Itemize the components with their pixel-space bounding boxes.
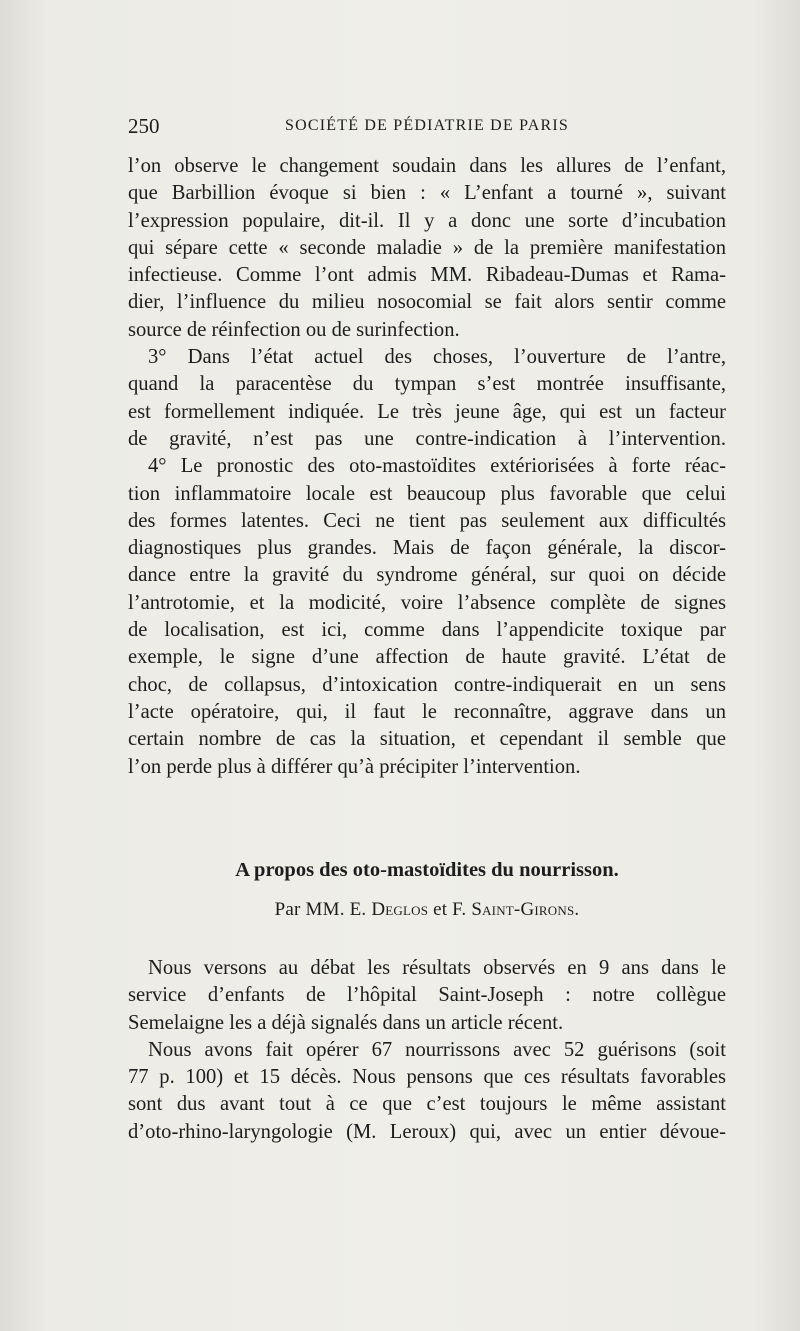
text-line: tion inflammatoire locale est beaucoup plus favorable que celui: [128, 482, 726, 505]
text-line: dance entre la gravité du syndrome général, sur quoi on décide: [128, 564, 726, 587]
text-line: dier, l’influence du milieu nosocomial se fait alors sentir comme: [128, 291, 726, 314]
text-line: source de réinfection ou de surinfection.: [128, 318, 460, 341]
text-line: diagnostiques plus grandes. Mais de façon générale, la discor-: [128, 537, 726, 560]
text-line: des formes latentes. Ceci ne tient pas seulement aux difficultés: [128, 509, 726, 532]
section-title: A propos des oto-mastoïdites du nourrisson.: [235, 859, 619, 881]
text-block-continuation: [128, 153, 726, 781]
page-number: 250: [128, 114, 160, 138]
text-line: l’on observe le changement soudain dans les allures de l’enfant,: [128, 155, 726, 177]
text-line: est formellement indiquée. Le très jeune âge, qui est un facteur: [128, 400, 726, 423]
text-line: infectieuse. Comme l’ont admis MM. Ribadeau-Dumas et Rama-: [128, 264, 726, 287]
paragraph: [128, 1037, 726, 1146]
text-line: quand la paracentèse du tympan s’est montrée insuffisante,: [128, 373, 726, 396]
text-line: Nous versons au débat les résultats observés en 9 ans dans le: [148, 957, 726, 979]
authors-connector: et F.: [428, 899, 472, 920]
paragraph-continuation: [128, 153, 726, 344]
text-line: exemple, le signe d’une affection de haute gravité. L’état de: [128, 646, 726, 669]
text-line: de localisation, est ici, comme dans l’appendicite toxique par: [128, 619, 726, 642]
text-line: l’on perde plus à différer qu’à précipiter l’intervention.: [128, 755, 581, 778]
text-line: Semelaigne les a déjà signalés dans un article récent.: [128, 1011, 564, 1034]
text-line: choc, de collapsus, d’intoxication contre-indiquerait en un sens: [128, 673, 726, 696]
text-line: de gravité, n’est pas une contre-indication à l’intervention.: [128, 427, 726, 450]
author-name: Deglos: [371, 899, 429, 920]
text-block-article: [128, 955, 726, 1146]
text-line: l’acte opératoire, qui, il faut le reconnaître, aggrave dans un: [128, 700, 726, 723]
text-line: Nous avons fait opérer 67 nourrissons avec 52 guérisons (soit: [148, 1038, 726, 1061]
text-line: sont dus avant tout à ce que c’est toujours le même assistant: [128, 1093, 726, 1116]
page-header: [128, 114, 726, 144]
text-line: 77 p. 100) et 15 décès. Nous pensons que ces résultats favorables: [128, 1066, 726, 1089]
text-line: l’antrotomie, et la modicité, voire l’absence complète de signes: [128, 591, 726, 614]
author-name: Saint-Girons: [471, 899, 575, 920]
paragraph-point-3: [128, 344, 726, 453]
paragraph-point-4: [128, 453, 726, 781]
text-line: 4° Le pronostic des oto-mastoïdites extériorisées à forte réac-: [148, 455, 726, 478]
running-title: SOCIÉTÉ DE PÉDIATRIE DE PARIS: [285, 117, 569, 134]
paragraph: [128, 955, 726, 1037]
authors-prefix: Par MM. E.: [274, 899, 372, 920]
text-line: d’oto-rhino-laryngologie (M. Leroux) qui, avec un entier dévoue-: [128, 1120, 726, 1143]
text-line: que Barbillion évoque si bien : « L’enfant a tourné », suivant: [128, 182, 726, 205]
authors-suffix: .: [574, 899, 580, 920]
text-line: certain nombre de cas la situation, et cependant il semble que: [128, 728, 726, 751]
text-line: 3° Dans l’état actuel des choses, l’ouverture de l’antre,: [148, 346, 726, 369]
text-line: l’expression populaire, dit-il. Il y a donc une sorte d’incubation: [128, 209, 726, 232]
text-line: qui sépare cette « seconde maladie » de la première manifestation: [128, 236, 726, 259]
text-line: service d’enfants de l’hôpital Saint-Joseph : notre collègue: [128, 984, 726, 1007]
authors-line: [128, 899, 726, 921]
